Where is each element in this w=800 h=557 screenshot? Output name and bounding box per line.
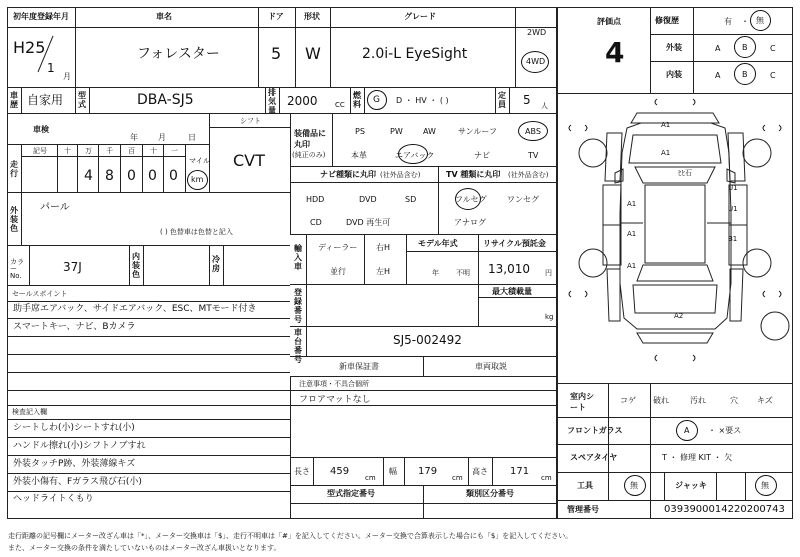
footer-note-2: また、メーター交換の条件を満たしていないものはメーター改ざん車扱いとなります。: [8, 544, 281, 552]
import-dealer: ディーラー: [318, 243, 358, 252]
jack-label: ジャッキ: [675, 481, 707, 490]
tools-value: 無: [630, 481, 638, 490]
equipment-sublabel: (純正のみ): [292, 151, 326, 159]
drive-4wd: 4WD: [526, 57, 546, 66]
interior-grade-c: C: [770, 71, 776, 80]
length-unit: cm: [365, 474, 376, 482]
registration-month-unit: 月: [63, 72, 71, 81]
length-label: 長さ: [294, 467, 310, 476]
registration-number-label: 登録番号: [294, 288, 302, 324]
mileage-digit-3: 0: [127, 168, 136, 184]
inspector-line-5: ヘッドライトくもり: [13, 494, 94, 504]
jack-value: 無: [761, 481, 769, 490]
place-hundred: 百: [128, 147, 135, 155]
car-name-label: 車名: [156, 12, 172, 21]
inspector-line-1: シートしわ(小)シートすれ(小): [13, 423, 135, 433]
interior-grade-b: B: [742, 70, 748, 79]
chassis-number-value: SJ5-002492: [393, 333, 462, 347]
repair-yes: 有: [724, 17, 732, 26]
mileage-digit-5: 0: [169, 168, 178, 184]
navi-type-label: ナビ種類に丸印: [320, 170, 376, 179]
navi-sd: SD: [405, 195, 417, 204]
tv-analog: アナログ: [454, 218, 486, 227]
grade-value: 2.0i-L EyeSight: [362, 46, 468, 62]
navi-dvd: DVD: [359, 195, 377, 204]
model-label: 型式: [78, 91, 86, 109]
ac-label: 冷房: [212, 255, 220, 273]
model-year-unknown: 不明: [456, 269, 470, 277]
color-number-value: 37J: [63, 260, 82, 274]
registration-year: H25: [13, 38, 46, 57]
seat-hole: 穴: [730, 396, 738, 405]
equip-sunroof: サンルーフ: [458, 127, 497, 136]
inspector-label: 検査記入欄: [12, 408, 47, 416]
registration-month: 1: [47, 61, 55, 75]
max-load-label: 最大積載量: [492, 287, 532, 296]
exterior-color-label: 外装色: [10, 206, 18, 233]
width-label: 幅: [389, 467, 397, 476]
first-registration-label: 初年度登録年月: [13, 12, 69, 21]
model-year-label: モデル年式: [418, 239, 458, 248]
shift-value: CVT: [233, 151, 265, 170]
place-ten-thousand-ten: 十: [64, 147, 71, 155]
windshield-other: ・ ×要ス: [708, 426, 742, 435]
mileage-digit-2: 8: [105, 168, 114, 184]
repair-no: 無: [756, 16, 764, 25]
damage-label-front: A1: [661, 149, 671, 157]
type-designation-label: 型式指定番号: [327, 489, 375, 498]
max-load-unit: kg: [545, 313, 554, 321]
damage-label-left-front-door: A1: [627, 200, 637, 208]
seat-dirt: 汚れ: [690, 396, 706, 405]
inspector-line-2: ハンドル擦れ(小)シフトノブすれ: [13, 441, 146, 451]
length-value: 459: [330, 466, 350, 477]
fuel-label: 燃料: [353, 91, 361, 109]
fuel-g: G: [373, 95, 380, 105]
displacement-unit: CC: [335, 101, 345, 109]
height-label: 高さ: [472, 467, 488, 476]
mileage-digit-4: 0: [148, 168, 157, 184]
score-value: 4: [605, 36, 625, 69]
damage-label-right-rear-door: U1: [728, 205, 738, 213]
seat-scratch: キズ: [757, 396, 773, 405]
notes-line-1: フロアマットなし: [299, 395, 371, 405]
import-label: 輸入車: [294, 244, 302, 271]
place-one: 一: [171, 147, 178, 155]
owner-manual: 車両取説: [475, 362, 507, 371]
height-unit: cm: [541, 474, 552, 482]
equip-abs: ABS: [525, 127, 541, 136]
chassis-number-label: 車台番号: [294, 328, 302, 364]
door-label: ドア: [268, 12, 284, 21]
damage-label-left-rear-door: A1: [627, 230, 637, 238]
equip-aw: AW: [423, 127, 436, 136]
place-thousand: 千: [106, 147, 113, 155]
tv-oneseg: ワンセグ: [507, 195, 539, 204]
footer-note-1: 走行距離の記号欄にメーター改ざん車は「*」、メーター交換車は「$」、走行不明車は「#」を記入してください。メーター交換で合算表示した場合にも「$」を記入してください。: [8, 532, 573, 540]
mileage-label: 走行: [10, 160, 18, 178]
score-label: 評価点: [597, 17, 621, 26]
seat-tear: 破れ: [653, 396, 669, 405]
grade-label: グレード: [404, 12, 436, 21]
tv-type-label: TV 種類に丸印: [446, 170, 501, 179]
usage-value: 自家用: [27, 93, 64, 107]
inspection-year-unit: 年: [130, 133, 138, 142]
exterior-grade-a: A: [715, 44, 721, 53]
import-parallel: 並行: [330, 267, 346, 276]
navi-type-small: (社外品含む): [380, 171, 421, 179]
inspection-month-unit: 月: [158, 133, 166, 142]
exterior-grade-b: B: [742, 43, 748, 52]
seat-burn: コゲ: [620, 396, 636, 405]
capacity-label: 定員: [498, 91, 506, 109]
spare-tire-options: T ・ 修理 KIT ・ 欠: [662, 453, 733, 462]
management-number-label: 管理番号: [567, 505, 599, 514]
km-unit: km: [191, 175, 204, 184]
inspector-line-4: 外装小傷有、Fガラス飛び石(小): [13, 477, 142, 487]
recycle-fee-label: リサイクル預託金: [483, 239, 546, 248]
exterior-color-note: ( ) 色替車は色替と記入: [160, 228, 233, 236]
exterior-grade-c: C: [770, 44, 776, 53]
repair-dot: ・: [741, 17, 749, 26]
navi-cd: CD: [310, 218, 322, 227]
drive-2wd: 2WD: [527, 28, 547, 37]
notes-label: 注意事項・不具合個所: [299, 380, 369, 388]
shift-label: シフト: [240, 117, 261, 125]
color-number-label: カラーNo.: [10, 258, 24, 280]
equip-pw: PW: [390, 127, 403, 136]
recycle-fee-value: 13,010: [488, 262, 530, 276]
equip-leather: 本革: [351, 151, 367, 160]
interior-grade-a: A: [715, 71, 721, 80]
damage-label-right-front-door: U1: [728, 184, 738, 192]
equipment-label: 装備品に丸印: [294, 129, 326, 149]
tv-type-small: (社外品含む): [508, 171, 549, 179]
spare-tire-label: スペアタイヤ: [570, 453, 618, 462]
equip-tv: TV: [528, 151, 539, 160]
import-right-hand: 右H: [376, 243, 391, 252]
equip-navi: ナビ: [474, 151, 490, 160]
selling-point-1: 助手席エアバック、サイドエアバック、ESC、MTモード付き: [13, 304, 257, 314]
new-car-warranty: 新車保証書: [339, 362, 379, 371]
model-code: DBA-SJ5: [137, 92, 194, 108]
usage-label: 車歴: [10, 91, 18, 109]
interior-grade-label: 内装: [666, 70, 682, 79]
inspection-label: 車検: [33, 125, 49, 134]
tools-label: 工具: [577, 481, 593, 490]
body-shape: W: [305, 44, 321, 63]
car-damage-diagram: [557, 93, 793, 383]
tv-fullseg: フルセグ: [455, 195, 487, 204]
interior-seat-label: 室内シート: [570, 392, 594, 412]
width-unit: cm: [452, 474, 463, 482]
exterior-color-value: パール: [40, 202, 70, 213]
recycle-fee-unit: 円: [545, 269, 552, 277]
model-year-unit: 年: [432, 269, 439, 277]
interior-color-label: 内装色: [132, 252, 140, 279]
import-left-hand: 左H: [376, 267, 391, 276]
mileage-code-label: 記号: [33, 147, 47, 155]
shape-label: 形状: [304, 12, 320, 21]
selling-point-2: スマートキー、ナビ、Bカメラ: [13, 322, 136, 332]
windshield-a: A: [684, 426, 690, 435]
capacity-value: 5: [523, 93, 531, 107]
car-name: フォレスター: [137, 46, 220, 62]
mileage-digit-1: 4: [84, 168, 93, 184]
displacement-label: 排気量: [268, 88, 276, 115]
inspector-line-3: 外装タッチP跡、外装薄線キズ: [13, 459, 136, 469]
repair-history-label: 修復歴: [655, 16, 679, 25]
damage-label-windshield: ﾋﾋ石: [678, 169, 692, 177]
place-ten: 十: [150, 147, 157, 155]
displacement-value: 2000: [287, 94, 318, 108]
damage-label-right-rear: B1: [728, 235, 738, 243]
width-value: 179: [418, 466, 438, 477]
navi-hdd: HDD: [306, 195, 325, 204]
damage-label-front-bumper: A1: [661, 121, 671, 129]
door-count: 5: [271, 44, 282, 63]
exterior-grade-label: 外装: [666, 43, 682, 52]
management-number-value: 0393900014220200743: [664, 504, 785, 515]
inspection-day-unit: 日: [188, 133, 196, 142]
height-value: 171: [510, 466, 530, 477]
damage-label-rear-bumper: A2: [674, 312, 684, 320]
damage-label-left-rear: A1: [627, 262, 637, 270]
equip-airbag: エアバック: [395, 151, 435, 160]
equip-ps: PS: [355, 127, 365, 136]
place-ten-thousand: 万: [85, 147, 92, 155]
capacity-unit: 人: [541, 102, 548, 110]
class-number-label: 類別区分番号: [466, 489, 514, 498]
windshield-label: フロントガラス: [567, 426, 623, 435]
fuel-other-options: D ・ HV ・ ( ): [396, 96, 449, 105]
selling-points-label: セールスポイント: [12, 290, 68, 298]
mile-unit: マイル: [189, 157, 210, 165]
navi-dvd-play: DVD 再生可: [346, 218, 391, 227]
